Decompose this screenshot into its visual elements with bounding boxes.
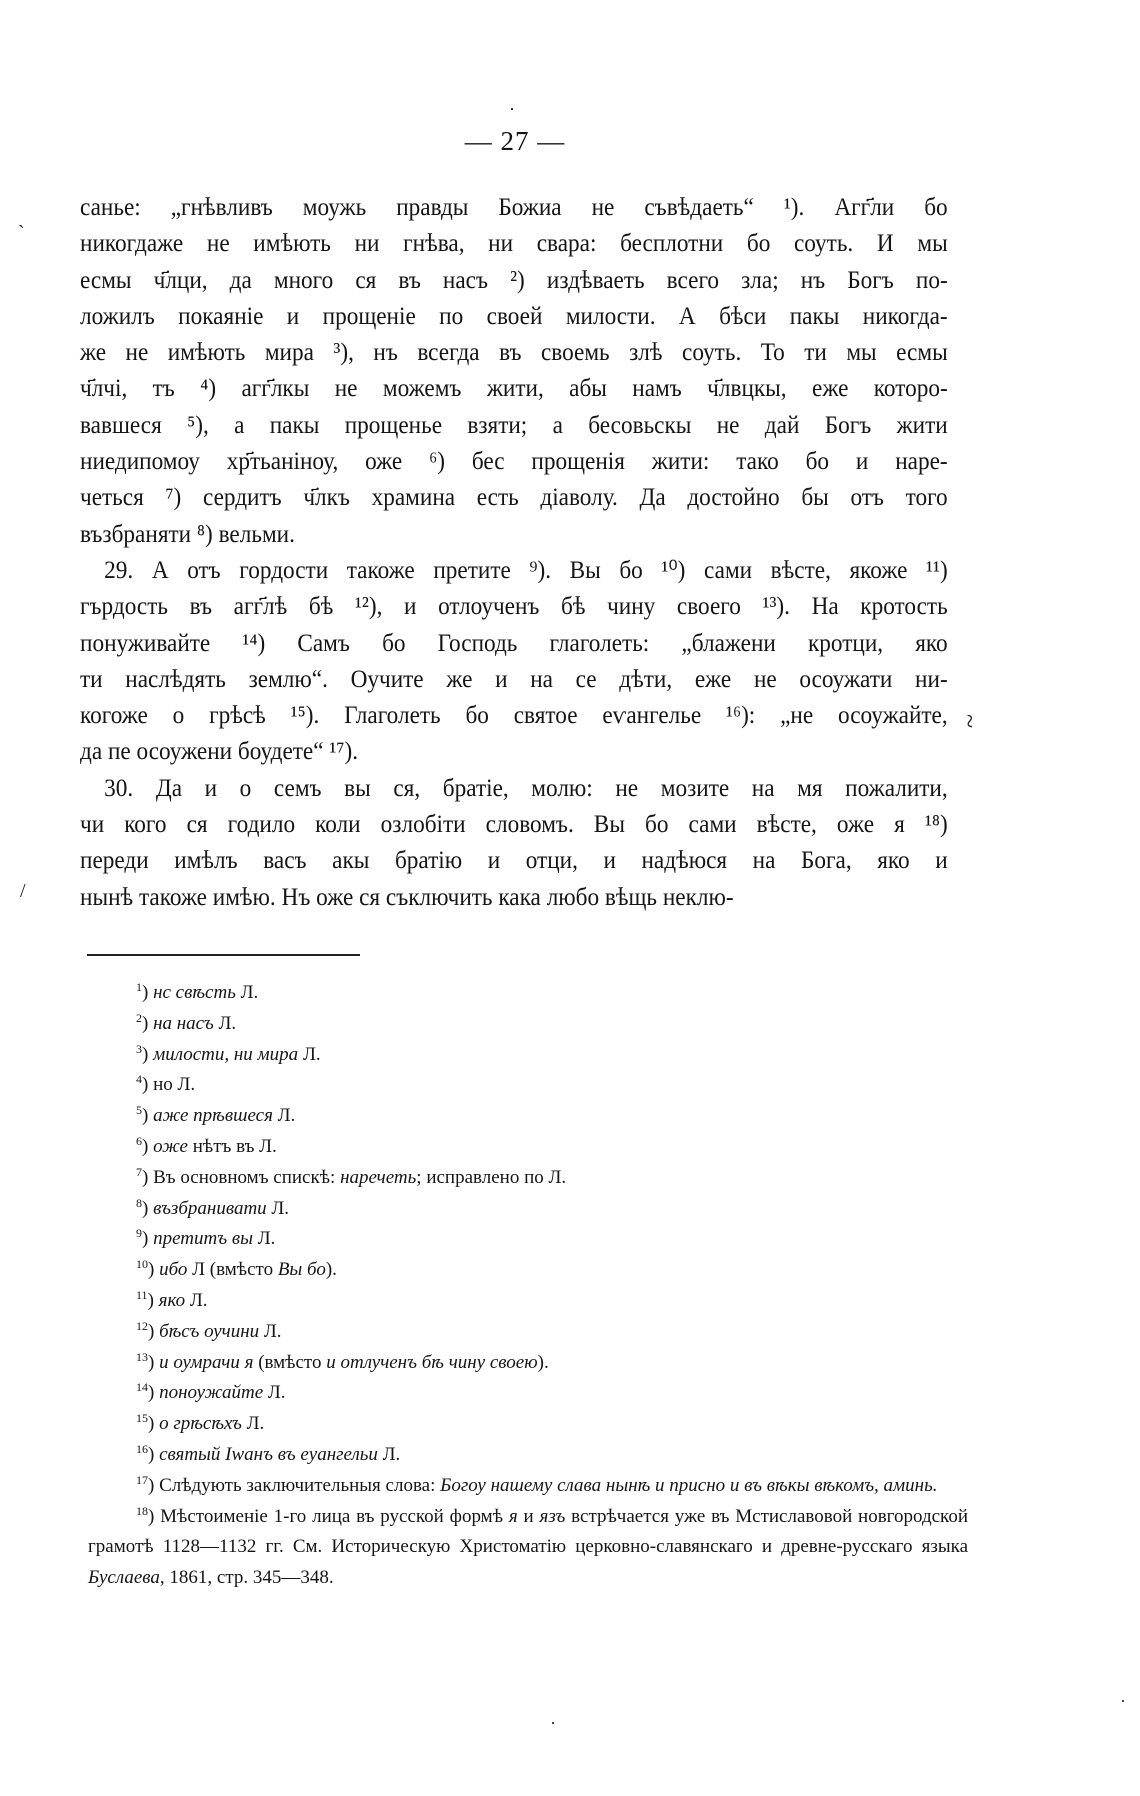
footnote-text: Л.	[298, 1043, 321, 1065]
footnote-15	[88, 1409, 968, 1440]
footnote-text: Л.	[377, 1443, 401, 1465]
footnote-text: Л.	[272, 1105, 296, 1127]
footnote-text: претитъ вы	[153, 1228, 253, 1250]
footnote-number: $^6$)	[136, 1133, 154, 1157]
text-line: переди имѣлъ васъ акы братію и отци, и надѣюся на Бога, яко и	[80, 847, 948, 875]
footnote-text: поноужайте	[159, 1382, 264, 1404]
footnote-text: Буслаева	[88, 1567, 160, 1589]
footnote-text: възбранивати	[153, 1197, 267, 1219]
text-line: когоже о грѣсѣ ¹⁵). Глаголеть бо святое еѵангелье ¹⁶): „не осоужайте,	[80, 702, 948, 730]
margin-mark-top-left: `	[18, 222, 25, 244]
footnote-number: $^{17}$)	[136, 1472, 160, 1496]
main-text	[80, 190, 948, 916]
text-line: вавшеся ⁵), а пакы прощенье взяти; а бесовьскы не дай Богъ жити	[80, 411, 948, 439]
footnote-text: встрѣчается уже въ Мстиславовой новгородской грамотѣ 1128—1132 гг. См. Историческую Христоматію церковно-славянскаго и древне-русскаго языка	[88, 1505, 968, 1558]
footnote-rule	[87, 954, 360, 956]
footnote-text: Л (вмѣсто	[187, 1259, 278, 1281]
footnote-number: $^{10}$)	[136, 1257, 160, 1281]
footnote-text: Л.	[266, 1197, 290, 1219]
footnote-14	[88, 1378, 968, 1409]
footnote-8	[88, 1194, 968, 1225]
footnote-number: $^5$)	[136, 1103, 154, 1127]
footnote-text: Л.	[241, 1413, 265, 1435]
footnote-text: Л.	[213, 1012, 237, 1034]
footnote-number: $^{14}$)	[136, 1380, 160, 1404]
footnote-1	[88, 978, 968, 1009]
footnote-12	[88, 1317, 968, 1348]
footnote-number: $^3$)	[136, 1041, 154, 1065]
paragraph-30	[80, 771, 948, 916]
footnote-text: Л.	[185, 1289, 208, 1311]
speck-bottom	[552, 1722, 554, 1724]
footnote-text: ибо	[159, 1259, 188, 1281]
footnote-text: и оумрачи я	[159, 1351, 254, 1373]
text-line: никогдаже не имѣють ни гнѣва, ни свара: бесплотни бо соуть. И мы	[80, 230, 948, 258]
footnote-number: $^{13}$)	[136, 1349, 160, 1373]
footnote-text: Богоу нашему слава нынѣ и присно и въ вѣкы вѣкомъ, аминь.	[440, 1474, 938, 1496]
footnote-text: и	[517, 1505, 540, 1527]
text-line: есмы ч҃лци, да много ся въ насъ ²) издѣваеть всего зла; нъ Богъ по-	[80, 266, 948, 294]
footnotes	[88, 978, 968, 1594]
footnote-text: ).	[325, 1259, 337, 1281]
text-line: нынѣ такоже имѣю. Нъ оже ся съключить кака любо вѣщь неклю-	[80, 883, 734, 911]
footnote-number: $^2$)	[136, 1010, 154, 1034]
footnote-18	[88, 1502, 968, 1594]
speck-top	[511, 108, 513, 110]
footnote-text: и отлученъ бѣ чину своею	[326, 1351, 538, 1373]
text-line: 30. Да и о семъ вы ся, братіе, молю: не мозите на мя пожалити,	[104, 774, 948, 802]
footnote-number: $^1$)	[136, 980, 154, 1003]
footnote-5	[88, 1101, 968, 1132]
margin-mark-bottom-left: /	[20, 880, 26, 902]
footnote-11	[88, 1286, 968, 1317]
footnote-text: наречеть	[340, 1166, 417, 1188]
footnote-text: о грѣсѣхъ	[159, 1413, 242, 1435]
footnote-text: Л.	[263, 1382, 286, 1404]
footnote-number: $^7$)	[136, 1164, 154, 1188]
footnote-text: бѣсъ оучини	[159, 1320, 260, 1342]
text-line: ч҃лчі, тъ ⁴) агг҃лкы не можемъ жити, абы намъ ч҃лвцкы, еже которо-	[80, 375, 948, 403]
footnote-2	[88, 1009, 968, 1040]
footnote-text: я	[508, 1505, 518, 1527]
footnote-text: но Л.	[153, 1074, 196, 1096]
footnote-text: оже	[153, 1135, 188, 1157]
footnote-number: $^9$)	[136, 1226, 154, 1250]
text-line: санье: „гнѣвливъ моужь правды Божиа не съвѣдаеть“ ¹). Агг҃ли бо	[80, 194, 948, 221]
footnote-text: нѣтъ въ Л.	[187, 1135, 277, 1157]
footnote-6	[88, 1132, 968, 1163]
footnote-number: $^{18}$)	[136, 1503, 161, 1527]
footnote-text: Л.	[259, 1320, 282, 1342]
footnote-4	[88, 1070, 968, 1101]
footnote-text: Въ основномъ спискѣ:	[153, 1166, 341, 1188]
footnote-text: Слѣдують заключительныя слова:	[159, 1474, 441, 1496]
footnote-text: аже прѣвшеся	[153, 1105, 273, 1127]
text-line: ти наслѣдять землю“. Оучите же и на се дѣти, еже не осоужати ни-	[80, 665, 948, 693]
footnote-text: Л.	[252, 1228, 276, 1250]
footnote-number: $^4$)	[136, 1072, 154, 1096]
paragraph-29	[80, 553, 948, 771]
footnote-text: ; исправлено по Л.	[416, 1166, 567, 1188]
text-line: ложилъ покаяніе и прощеніе по своей милости. А бѣси пакы никогда-	[80, 302, 948, 330]
footnote-text: Л.	[235, 982, 259, 1003]
text-line: четься ⁷) сердитъ ч҃лкъ храмина есть діаволу. Да достойно бы отъ того	[80, 484, 948, 512]
text-line: гърдость въ агг҃лѣ бѣ ¹²), и отлоученъ бѣ чину своего ¹³). На кротость	[80, 593, 948, 621]
footnote-text: нс свѣсть	[153, 982, 236, 1003]
footnote-text: язъ	[539, 1505, 566, 1527]
footnote-text: Мѣстоименіе 1-го лица въ русской формѣ	[160, 1505, 509, 1527]
footnote-text: яко	[158, 1289, 186, 1311]
footnote-text: милости, ни мира	[153, 1043, 299, 1065]
paragraph-28-continuation	[80, 190, 948, 553]
footnote-13	[88, 1348, 968, 1379]
speck-right	[1122, 1700, 1124, 1702]
text-line: же не имѣють мира ³), нъ всегда въ своемь злѣ соуть. То ти мы есмы	[80, 339, 948, 367]
text-line: понуживайте ¹⁴) Самъ бо Господь глаголеть: „блажени кротци, яко	[80, 629, 948, 657]
footnote-text: (вмѣсто	[253, 1351, 327, 1373]
text-line: 29. А отъ гордости такоже претите ⁹). Вы бо ¹⁰) сами вѣсте, якоже ¹¹)	[104, 556, 948, 584]
text-line: чи кого ся годило коли озлобіти словомъ. Вы бо сами вѣсте, оже я ¹⁸)	[80, 811, 948, 839]
footnote-number: $^8$)	[136, 1195, 154, 1219]
footnote-number: $^{15}$)	[136, 1411, 160, 1435]
footnote-9	[88, 1224, 968, 1255]
text-line: ниедипомоу хр҃тьаніноу, оже ⁶) бес прощенія жити: тако бо и наре-	[80, 448, 948, 476]
footnote-text: ).	[537, 1351, 549, 1373]
footnote-10	[88, 1255, 968, 1286]
footnote-number: $^{12}$)	[136, 1318, 160, 1342]
footnote-text: Вы бо	[277, 1259, 326, 1281]
footnote-number: $^{16}$)	[136, 1441, 160, 1465]
footnote-number: $^{11}$)	[136, 1287, 159, 1311]
footnote-text: на насъ	[153, 1012, 214, 1034]
footnote-17	[88, 1471, 968, 1502]
footnote-7	[88, 1163, 968, 1194]
footnote-3	[88, 1040, 968, 1071]
footnote-text: , 1861, стр. 345—348.	[159, 1567, 334, 1589]
footnote-text: святый Iwанъ въ еуангельи	[159, 1443, 378, 1465]
margin-squiggle-right: ~	[955, 713, 985, 729]
footnote-16	[88, 1440, 968, 1471]
page-number: — 27 —	[464, 126, 566, 156]
text-line: да пе осоужени боудете“ ¹⁷).	[80, 738, 359, 766]
text-line: възбраняти ⁸) вельми.	[80, 520, 295, 548]
